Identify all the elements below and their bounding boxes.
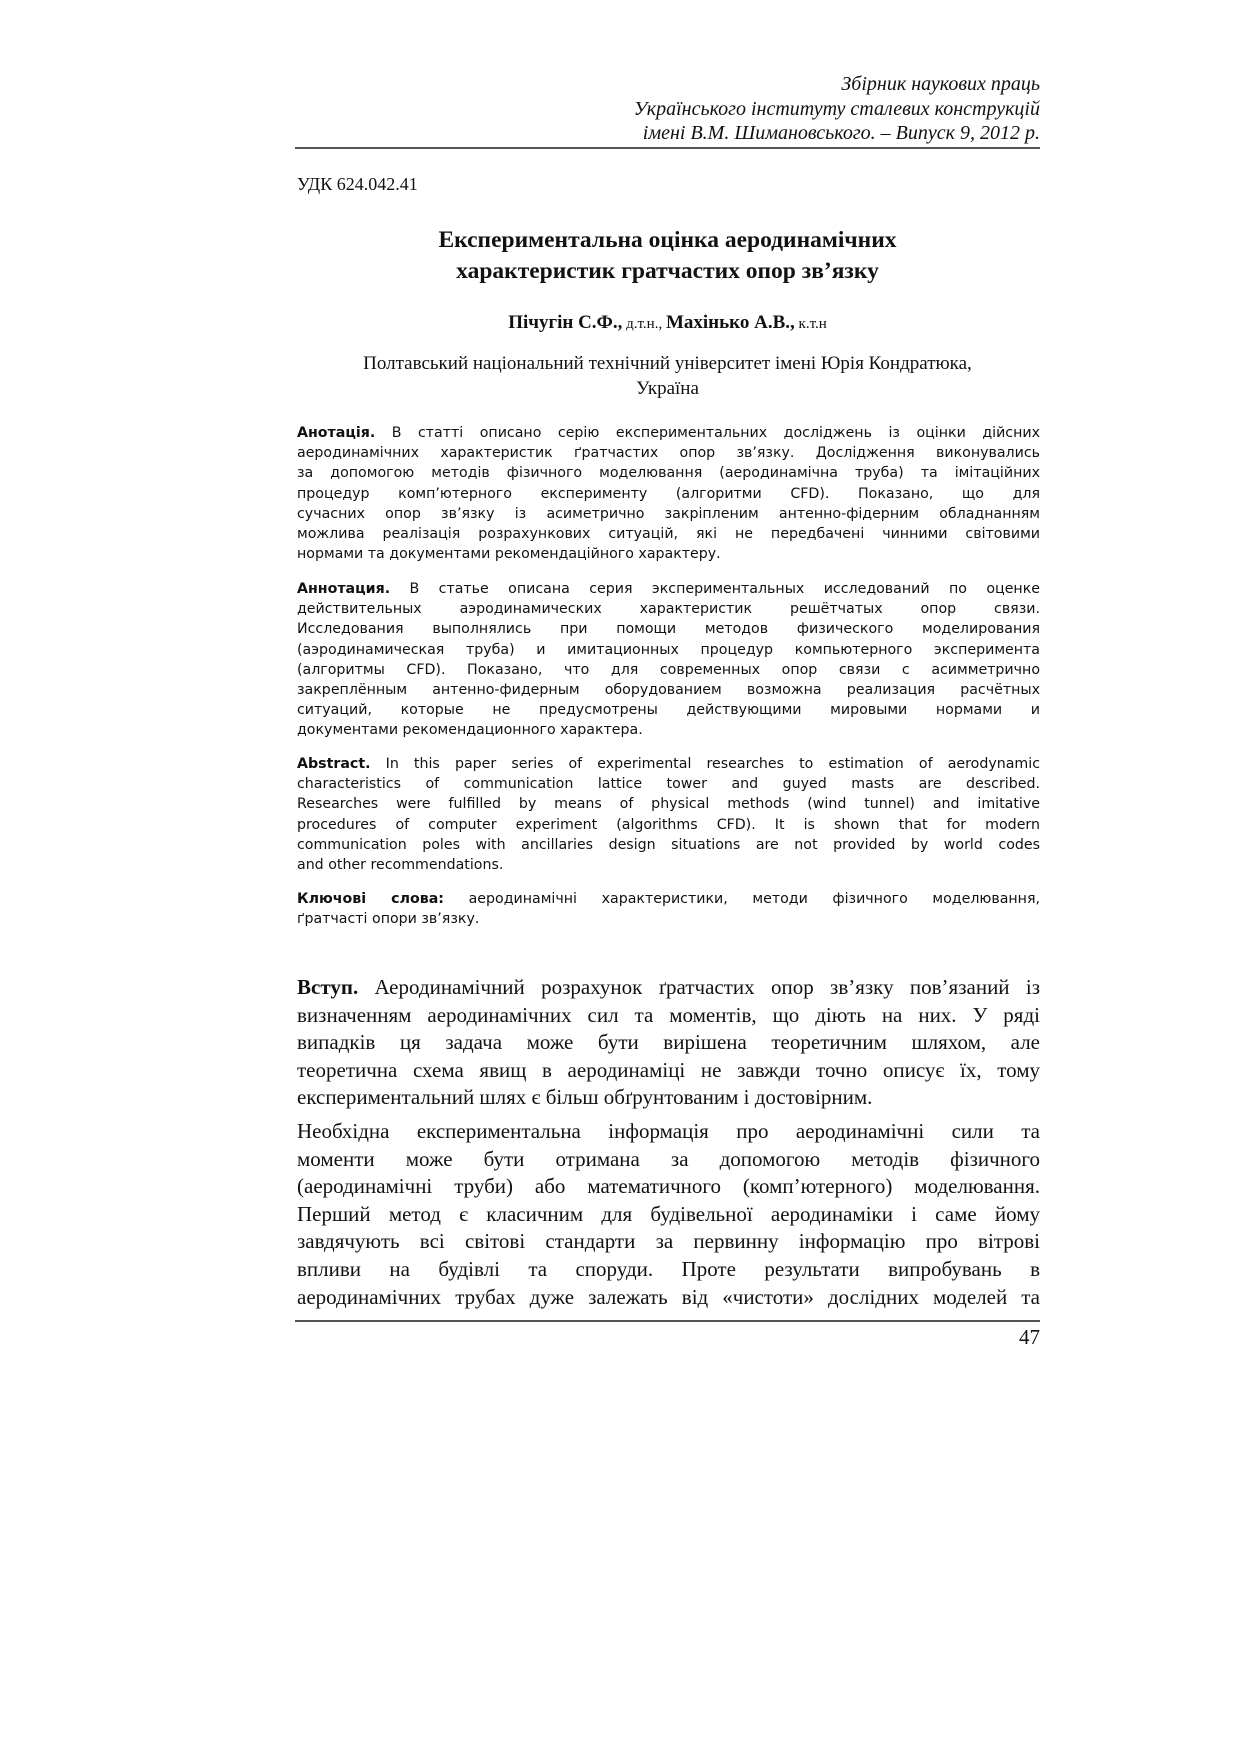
udk-code: УДК 624.042.41 xyxy=(297,174,418,194)
footer-rule xyxy=(295,1320,1040,1322)
paragraph-lead: Ключові слова: xyxy=(297,891,444,907)
line-text: документами рекомендационного характера. xyxy=(297,722,643,739)
line-text: (алгоритмы CFD). Показано, что для современных опор связи с асимметрично xyxy=(297,661,1040,678)
title-line: Експериментальна оцінка аеродинамічних xyxy=(438,227,897,253)
text-line xyxy=(297,1228,1040,1256)
line-text: процедур комп’ютерного експерименту (алгоритми CFD). Показано, що для xyxy=(297,485,1040,502)
line-text: действительных аэродинамических характеристик решётчатых опор связи. xyxy=(297,601,1040,618)
line-text: Исследования выполнялись при помощи методов физического моделирования xyxy=(297,621,1040,638)
text-line xyxy=(297,463,1040,483)
line-text: Перший метод є класичним для будівельної аеродинаміки і саме йому xyxy=(297,1201,1040,1226)
line-text: Researches were fulfilled by means of physical methods (wind tunnel) and imitative xyxy=(297,796,1040,813)
line-text: теоретична схема явищ в аеродинаміці не завжди точно описує їх, тому xyxy=(297,1057,1040,1082)
page-number: 47 xyxy=(1019,1325,1040,1349)
affiliation-line: Полтавський національний технічний університет імені Юрія Кондратюка, xyxy=(363,353,972,374)
line-text: за допомогою методів фізичного моделювання (аеродинамічна труба) та імітаційних xyxy=(297,465,1040,482)
line-text: and other recommendations. xyxy=(297,857,504,874)
line-text: експериментальний шлях є більш обґрунтованим і достовірним. xyxy=(297,1085,873,1110)
keywords xyxy=(297,889,1040,929)
text-line xyxy=(297,909,1040,929)
paragraph-lead: Анотація. xyxy=(297,425,376,441)
line-text: визначенням аеродинамічних сил та моментів, що діють на них. У ряді xyxy=(297,1002,1040,1027)
text-line xyxy=(297,599,1040,619)
journal-header xyxy=(295,72,1040,146)
author-name: Пічугін С.Ф., xyxy=(508,312,623,333)
paragraph-lead: Вступ. xyxy=(297,975,359,999)
line-text: впливи на будівлі та споруди. Проте результати випробувань в xyxy=(297,1256,1040,1281)
author-degree: к.т.н xyxy=(794,316,827,332)
header-line: імені В.М. Шимановського. – Випуск 9, 2012 р. xyxy=(642,122,1040,144)
body-paragraph xyxy=(297,1118,1040,1311)
line-text: В статті описано серію експериментальних досліджень із оцінки дійсних xyxy=(375,425,1040,441)
text-line xyxy=(297,974,1040,1002)
line-text: моменти може бути отримана за допомогою методів фізичного xyxy=(297,1146,1040,1171)
authors xyxy=(295,312,1040,334)
text-line xyxy=(297,660,1040,680)
text-line xyxy=(297,835,1040,855)
text-line xyxy=(297,1146,1040,1174)
line-text: закреплённым антенно-фидерным оборудованием возможна реализация расчётных xyxy=(297,682,1040,699)
line-text: аеродинамічні характеристики, методи фізичного моделювання, xyxy=(443,891,1040,907)
affiliation-line: Україна xyxy=(636,378,699,399)
text-line xyxy=(297,1173,1040,1201)
text-line xyxy=(297,579,1040,599)
text-line xyxy=(297,1201,1040,1229)
header-line: Українського інституту сталевих конструкцій xyxy=(633,97,1040,120)
text-line xyxy=(297,544,1040,564)
line-text: аеродинамічних трубах дуже залежать від «чистоти» дослідних моделей та xyxy=(297,1284,1040,1309)
line-text: можлива реалізація розрахункових ситуацій, які не передбачені чинними світовими xyxy=(297,526,1040,543)
text-line xyxy=(297,794,1040,814)
text-line xyxy=(297,524,1040,544)
line-text: випадків ця задача може бути вирішена теоретичним шляхом, але xyxy=(297,1030,1040,1055)
text-line xyxy=(297,1084,1040,1112)
annotation-ru xyxy=(297,579,1040,741)
text-line xyxy=(297,619,1040,639)
text-line xyxy=(297,1256,1040,1284)
line-text: завдячують всі світові стандарти за первинну інформацію про вітрові xyxy=(297,1229,1040,1254)
line-text: characteristics of communication lattice tower and guyed masts are described. xyxy=(297,776,1040,793)
title-line: характеристик гратчастих опор зв’язку xyxy=(456,258,879,284)
line-text: сучасних опор зв’язку із асиметрично закріпленим антенно-фідерним обладнанням xyxy=(297,505,1040,522)
text-line xyxy=(297,754,1040,774)
line-text: В статье описана серия экспериментальных исследований по оценке xyxy=(390,581,1040,597)
text-line xyxy=(297,700,1040,720)
header-rule xyxy=(295,147,1040,149)
line-text: (аеродинамічні труби) або математичного (комп’ютерного) моделювання. xyxy=(297,1174,1040,1199)
line-text: Аеродинамічний розрахунок ґратчастих опор зв’язку пов’язаний із xyxy=(358,975,1040,999)
line-text: аеродинамічних характеристик ґратчастих опор зв’язку. Дослідження виконувались xyxy=(297,445,1040,462)
text-line xyxy=(297,1284,1040,1312)
annotation-ua xyxy=(297,423,1040,564)
affiliation xyxy=(295,351,1040,401)
line-text: ґратчасті опори зв’язку. xyxy=(297,911,480,928)
line-text: (аэродинамическая труба) и имитационных процедур компьютерного эксперимента xyxy=(297,641,1040,658)
text-line xyxy=(297,1029,1040,1057)
text-line xyxy=(297,855,1040,875)
text-line xyxy=(297,720,1040,740)
text-line xyxy=(297,443,1040,463)
introduction-paragraph xyxy=(297,974,1040,1112)
text-line xyxy=(297,423,1040,443)
line-text: In this paper series of experimental researches to estimation of aerodynamic xyxy=(370,756,1040,772)
line-text: Необхідна експериментальна інформація про аеродинамічні сили та xyxy=(297,1119,1040,1143)
text-line xyxy=(297,815,1040,835)
line-text: procedures of computer experiment (algorithms CFD). It is shown that for modern xyxy=(297,816,1040,833)
line-text: нормами та документами рекомендаційного характеру. xyxy=(297,546,721,563)
text-line xyxy=(297,1118,1040,1146)
text-line xyxy=(297,1002,1040,1030)
paper-title xyxy=(295,225,1040,287)
abstract-en xyxy=(297,754,1040,875)
line-text: ситуаций, которые не предусмотрены действующими мировыми нормами и xyxy=(297,702,1040,719)
text-line xyxy=(297,484,1040,504)
text-line xyxy=(297,504,1040,524)
text-line xyxy=(297,640,1040,660)
paragraph-lead: Abstract. xyxy=(297,756,371,772)
paragraph-lead: Аннотация. xyxy=(297,581,391,597)
text-line xyxy=(297,1057,1040,1085)
author-name: Махінько А.В., xyxy=(665,312,795,333)
header-line: Збірник наукових праць xyxy=(841,73,1040,95)
text-line xyxy=(297,680,1040,700)
line-text: communication poles with ancillaries design situations are not provided by world codes xyxy=(297,836,1040,853)
text-line xyxy=(297,889,1040,909)
author-degree: д.т.н., xyxy=(622,316,666,332)
text-line xyxy=(297,774,1040,794)
